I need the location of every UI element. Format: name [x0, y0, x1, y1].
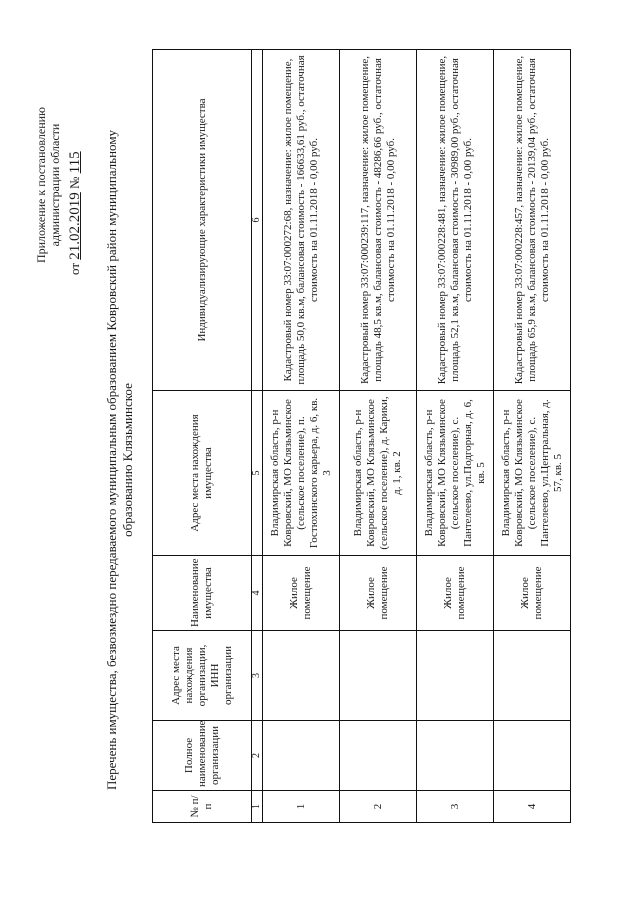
property-name: Жилое помещение — [340, 556, 417, 631]
table-row — [494, 50, 571, 823]
organization-name — [417, 721, 494, 791]
organization-name — [340, 721, 417, 791]
organization-address — [417, 631, 494, 721]
header-cell: Адрес места нахождения организации, ИНН организации — [153, 631, 252, 721]
property-name: Жилое помещение — [263, 556, 340, 631]
decree-date-line — [68, 151, 82, 275]
property-address: Владимирская область, р-н Ковровский, МО Клязьминское (сельское поселение), с. Пантелеево, ул.Подгорная, д. 6, кв. 5 — [417, 391, 494, 556]
header-cell: № п/п — [153, 791, 252, 823]
header-cell: Индивидуализирующие характеристики имущества — [153, 50, 252, 391]
property-characteristics: Кадастровый номер 33:07:000239:117, назначение: жилое помещение, площадь 48,5 кв.м, балансовая стоимость - 48286,66 руб., остаточная стоимость на 01.11.2018 - 0,00 руб. — [340, 50, 417, 391]
row-number: 1 — [263, 791, 340, 823]
decree-number: 115 — [67, 151, 83, 174]
number-sign: № — [67, 176, 82, 189]
property-characteristics: Кадастровый номер 33:07:000272:68, назначение: жилое помещение, площадь 50,0 кв.м, балансовая стоимость - 166633,61 руб., остаточная стоимость на 01.11.2018 - 0,00 руб. — [263, 50, 340, 391]
property-table — [152, 49, 571, 823]
header-cell: Адрес места нахождения имущества — [153, 391, 252, 556]
column-number: 4 — [252, 556, 263, 631]
table-row — [417, 50, 494, 823]
date-prefix: от — [67, 262, 82, 275]
table-row — [263, 50, 340, 823]
column-number: 6 — [252, 50, 263, 391]
title-line-1: Перечень имущества, безвозмездно передаваемого муниципальным образованием Ковровский район муниципальному — [104, 129, 119, 791]
column-number: 5 — [252, 391, 263, 556]
organization-address — [340, 631, 417, 721]
table-header-row — [153, 50, 252, 823]
row-number: 4 — [494, 791, 571, 823]
organization-name — [494, 721, 571, 791]
appendix-line-2: администрации области — [48, 123, 62, 247]
header-cell: Полное наименование организации — [153, 721, 252, 791]
decree-date: 21.02.2019 — [67, 192, 83, 260]
column-number: 1 — [252, 791, 263, 823]
table-row — [340, 50, 417, 823]
property-characteristics: Кадастровый номер 33:07:000228:457, назначение: жилое помещение, площадь 65,9 кв.м, балансовая стоимость - 20139,04 руб., остаточная стоимость на 01.11.2018 - 0,00 руб. — [494, 50, 571, 391]
property-address: Владимирская область, р-н Ковровский, МО Клязьминское (сельское поселение), с. Пантелеево, ул.Центральная, д. 57, кв. 5 — [494, 391, 571, 556]
column-number: 2 — [252, 721, 263, 791]
title-line-2: образованию Клязьминское — [120, 383, 135, 537]
column-number-row — [252, 50, 263, 823]
appendix-line-1: Приложение к постановлению — [34, 106, 48, 264]
column-number: 3 — [252, 631, 263, 721]
property-name: Жилое помещение — [417, 556, 494, 631]
property-characteristics: Кадастровый номер 33:07:000228:481, назначение: жилое помещение, площадь 52,1 кв.м, балансовая стоимость - 30989,00 руб., остаточная стоимость на 01.11.2018 - 0,00 руб. — [417, 50, 494, 391]
header-cell: Наименование имущества — [153, 556, 252, 631]
organization-address — [494, 631, 571, 721]
property-address: Владимирская область, р-н Ковровский, МО Клязьминское (сельское поселение), д. Карики, д. 1, кв. 2 — [340, 391, 417, 556]
organization-name — [263, 721, 340, 791]
row-number: 2 — [340, 791, 417, 823]
appendix-note — [34, 85, 62, 285]
organization-address — [263, 631, 340, 721]
document-title — [104, 90, 136, 830]
property-name: Жилое помещение — [494, 556, 571, 631]
property-address: Владимирская область, р-н Ковровский, МО Клязьминское (сельское поселение), п. Гостюхинского карьера, д. 6, кв. 3 — [263, 391, 340, 556]
row-number: 3 — [417, 791, 494, 823]
